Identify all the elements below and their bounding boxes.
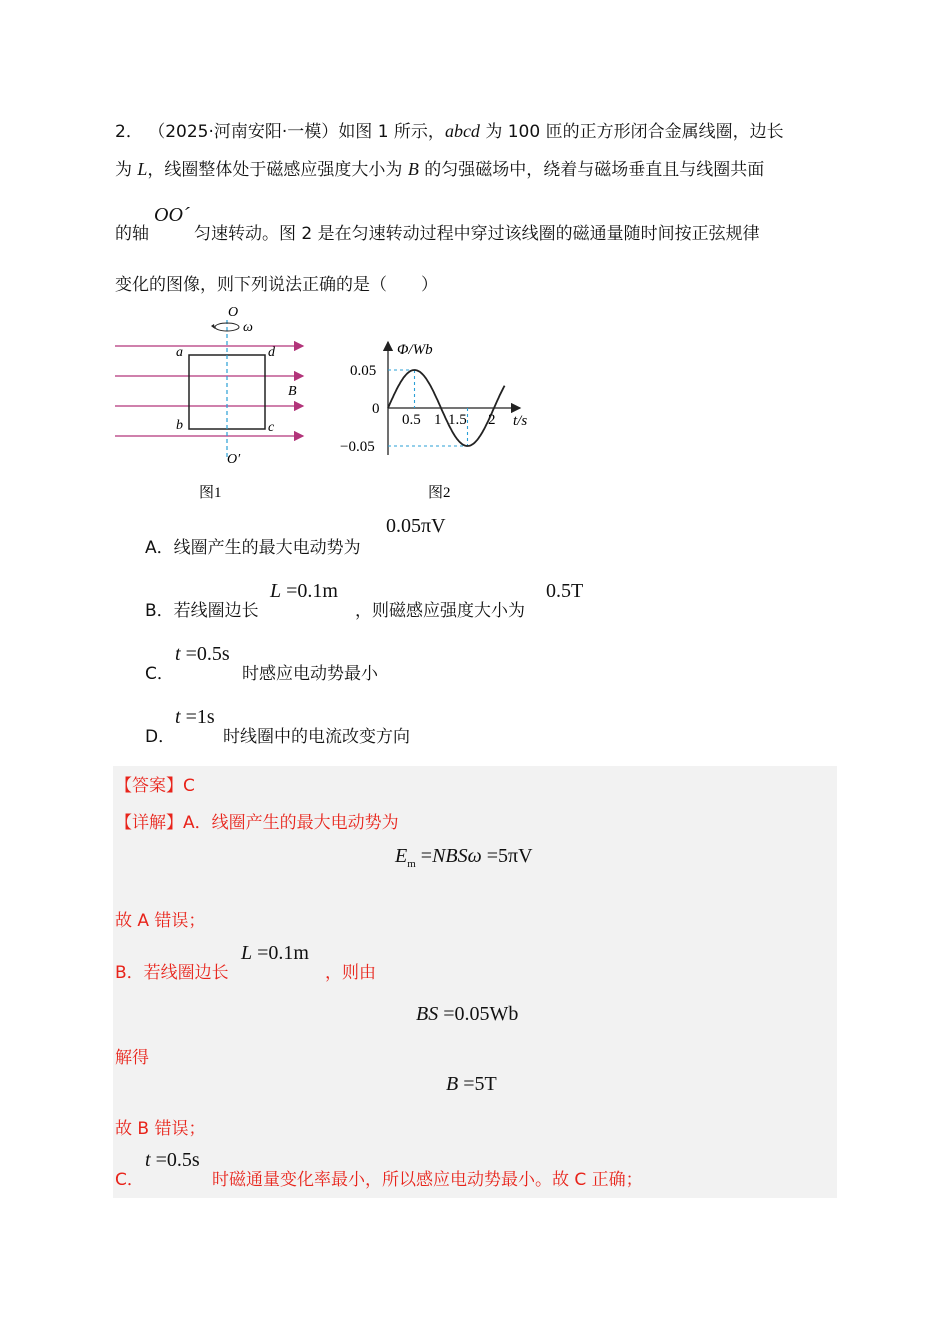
option-text: 线圈产生的最大电动势为: [173, 538, 361, 558]
var-B: B: [407, 159, 419, 179]
label-B-field: B: [288, 384, 297, 399]
question-source: （2025·河南安阳·一模）: [148, 122, 339, 142]
c-math: t =0.5s: [145, 1149, 200, 1171]
option-label: B．: [145, 601, 174, 621]
option-d: D．: [145, 727, 176, 747]
option-text: 若线圈边长: [173, 601, 259, 621]
question-number: 2．: [115, 122, 143, 142]
figure-1: [110, 300, 320, 510]
label-omega: ω: [243, 320, 253, 335]
option-b-math-2: 0.5T: [546, 580, 584, 602]
axis-symbol: OO´: [154, 204, 190, 226]
question-line-3a: [115, 219, 149, 244]
label-c: c: [268, 420, 275, 435]
label-a: a: [176, 345, 183, 360]
c-label: C．: [115, 1170, 144, 1190]
option-b: [145, 596, 259, 621]
text-segment: ，线圈整体处于磁感应强度大小为: [147, 160, 408, 180]
option-b-text-2: ，则磁感应强度大小为: [355, 601, 525, 621]
label-b: b: [176, 418, 183, 433]
b-wrong: 故 B 错误；: [115, 1119, 206, 1139]
subscript: m: [407, 858, 416, 870]
option-label: A．: [145, 538, 174, 558]
option-c-text: 时感应电动势最小: [242, 664, 378, 684]
coil-name: abcd: [444, 121, 480, 141]
question-line-2: [115, 155, 764, 180]
question-line-3b: 匀速转动。图 2 是在匀速转动过程中穿过该线圈的磁通量随时间按正弦规律: [194, 224, 760, 244]
label-O: O: [228, 305, 239, 320]
x-tick: 0.5: [402, 412, 421, 428]
question-intro: 如图 1 所示，: [338, 122, 445, 142]
option-d-math: t =1s: [175, 706, 215, 728]
equation-flux: BS =0.05Wb: [416, 1003, 519, 1025]
option-c-math: t =0.5s: [175, 643, 230, 665]
solve-text: 解得: [115, 1048, 149, 1068]
b-text-1: B．若线圈边长: [115, 963, 229, 983]
question-line-1: [115, 117, 784, 142]
option-c: C．: [145, 664, 174, 684]
option-d-text: 时线圈中的电流改变方向: [223, 727, 410, 747]
text-segment: 的匀强磁场中，绕着与磁场垂直且与线圈共面: [418, 160, 765, 180]
figure-2: [330, 330, 550, 510]
y-axis-label: Φ/Wb: [397, 342, 433, 358]
option-a-math: 0.05πV: [386, 515, 446, 537]
detail-text: A．线圈产生的最大电动势为: [183, 813, 399, 833]
y-tick-pos: 0.05: [350, 363, 377, 379]
text-segment: 为: [115, 160, 138, 180]
answer-tag: 【答案】C: [115, 776, 195, 796]
label-d: d: [268, 345, 275, 360]
x-tick: 2: [488, 412, 496, 428]
option-a: [145, 533, 361, 558]
origin-label: 0: [372, 401, 380, 417]
b-text-2: ，则由: [325, 963, 376, 983]
question-intro-2: 为 100 匝的正方形闭合金属线圈，边长: [479, 122, 784, 142]
x-tick: 1: [434, 412, 442, 428]
b-math: L =0.1m: [241, 942, 309, 964]
text-segment: 的轴: [115, 224, 149, 244]
option-b-math-1: L =0.1m: [270, 580, 338, 602]
figure-1-caption: 图1: [199, 485, 222, 501]
question-line-4: 变化的图像，则下列说法正确的是（ ）: [115, 275, 438, 295]
x-axis-label: t/s: [513, 413, 528, 429]
equation-emf: $E_m =NBS\omega =5\pi V$: [395, 845, 533, 870]
c-text: 时磁通量变化率最小，所以感应电动势最小。故 C 正确；: [212, 1170, 643, 1190]
var-L: L: [137, 159, 148, 179]
x-tick: 1.5: [448, 412, 467, 428]
detail-line-a: [115, 808, 399, 833]
label-O-prime: O′: [227, 452, 241, 467]
equation-B: B =5T: [446, 1073, 497, 1095]
a-wrong: 故 A 错误；: [115, 911, 206, 931]
detail-tag: 【详解】: [115, 813, 183, 833]
y-tick-neg: −0.05: [340, 439, 375, 455]
figure-2-caption: 图2: [428, 485, 451, 501]
